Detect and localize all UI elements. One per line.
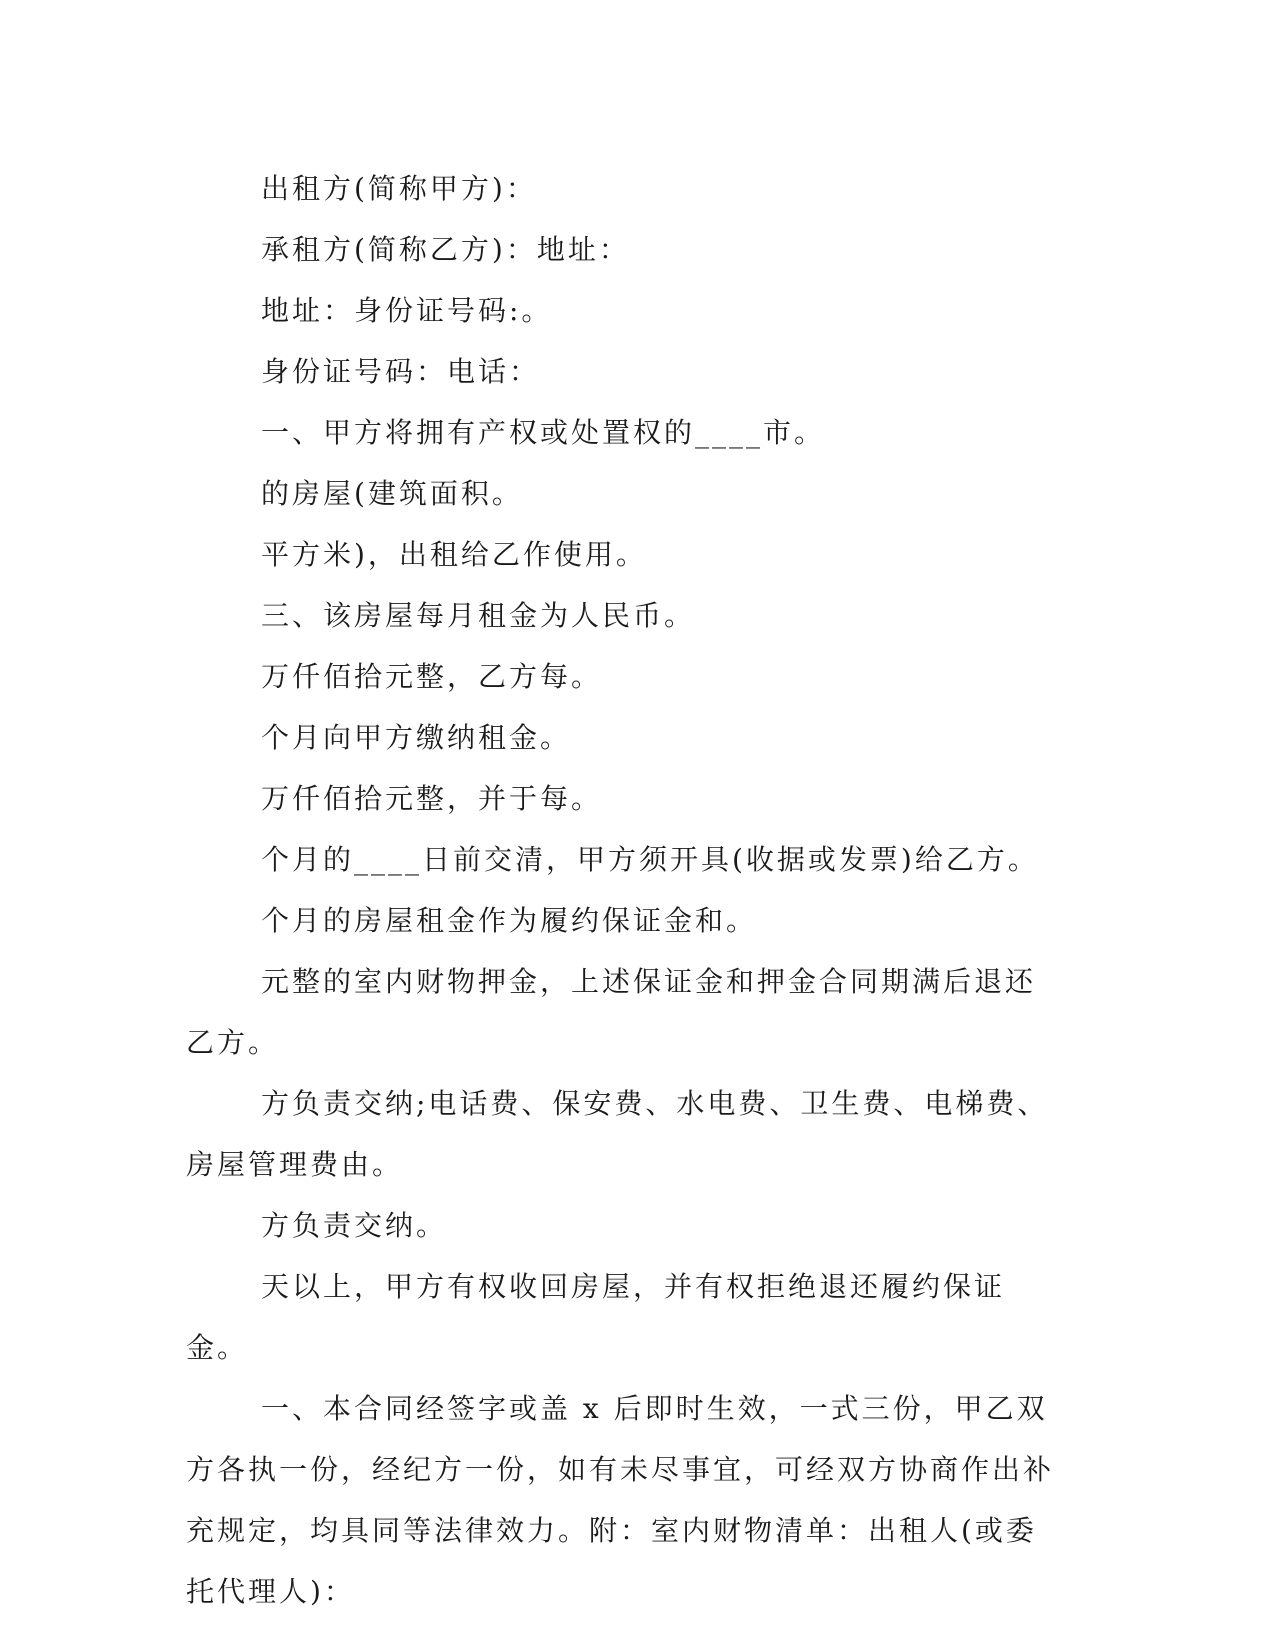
paragraph-rent-payment: 个月向甲方缴纳租金。 xyxy=(261,721,572,754)
paragraph-lessee-address: 承租方(简称乙方)：地址： xyxy=(261,233,630,266)
document-body xyxy=(186,158,1066,1622)
paragraph-id-phone: 身份证号码：电话： xyxy=(261,355,541,388)
paragraph-fees: 方负责交纳;电话费、保安费、水电费、卫生费、电梯费、房屋管理费由。 xyxy=(186,1087,1049,1181)
paragraph-termination: 天以上，甲方有权收回房屋，并有权拒绝退还履约保证金。 xyxy=(186,1270,1006,1364)
paragraph-amount-each: 万仟佰拾元整，并于每。 xyxy=(261,782,603,815)
paragraph-fees-party: 方负责交纳。 xyxy=(261,1209,448,1242)
paragraph-rent-amount: 万仟佰拾元整，乙方每。 xyxy=(261,660,603,693)
paragraph-address-id: 地址：身份证号码:。 xyxy=(261,294,553,327)
paragraph-square-meters: 平方米)，出租给乙作使用。 xyxy=(261,538,647,571)
paragraph-deposit: 个月的房屋租金作为履约保证金和。 xyxy=(261,904,758,937)
paragraph-payment-deadline: 个月的____日前交清，甲方须开具(收据或发票)给乙方。 xyxy=(261,843,1039,876)
paragraph-building-area: 的房屋(建筑面积。 xyxy=(261,477,523,510)
paragraph-effectiveness: 一、本合同经签字或盖 x 后即时生效，一式三份，甲乙双方各执一份，经纪方一份，如有未尽事宜，可经双方协商作出补充规定，均具同等法律效力。附：室内财物清单：出租人(或委托代理人)： xyxy=(186,1392,1055,1608)
paragraph-lessor: 出租方(简称甲方)： xyxy=(261,172,537,205)
paragraph-property-deposit: 元整的室内财物押金，上述保证金和押金合同期满后退还乙方。 xyxy=(186,965,1037,1059)
paragraph-clause-property: 一、甲方将拥有产权或处置权的____市。 xyxy=(261,416,826,449)
paragraph-clause-rent: 三、该房屋每月租金为人民币。 xyxy=(261,599,696,632)
